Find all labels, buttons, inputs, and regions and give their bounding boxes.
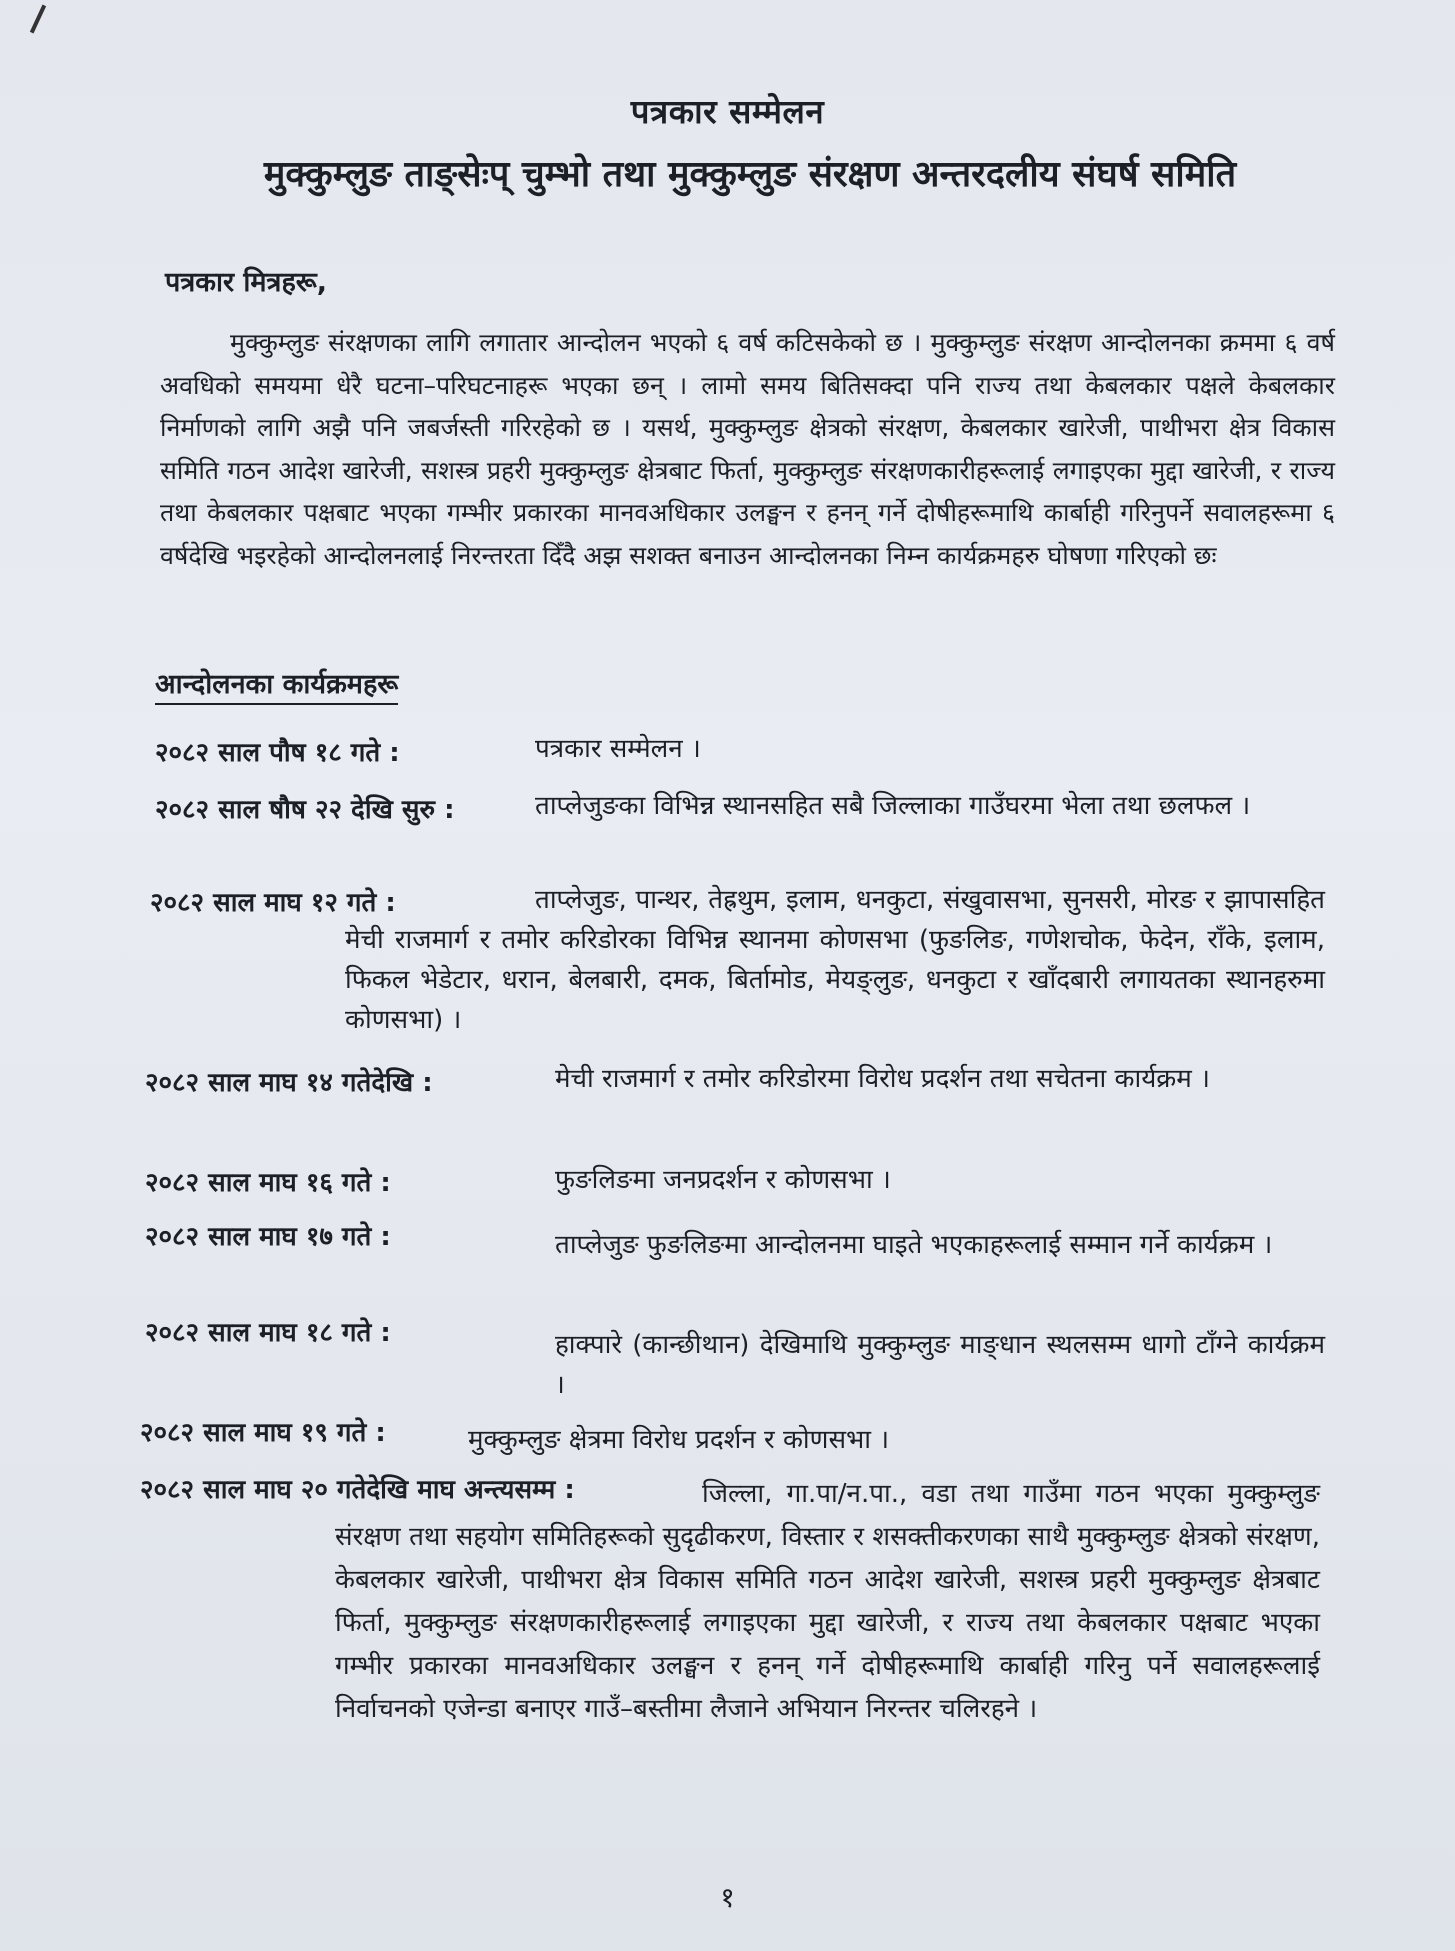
program-date: २०८२ साल माघ १२ गते :	[150, 888, 396, 918]
page-number: १	[720, 1881, 735, 1914]
program-desc: हाक्पारे (कान्छीथान) देखिमाथि मुक्कुम्लुङ माङ्धान स्थलसम्म धागो टाँग्ने कार्यक्रम ।	[555, 1330, 1325, 1400]
document-title: पत्रकार सम्मेलन	[630, 92, 825, 131]
program-date: २०८२ साल माघ २० गतेदेखि माघ अन्त्यसम्म :	[140, 1475, 575, 1505]
program-desc: ताप्लेजुङ, पान्थर, तेह्रथुम, इलाम, धनकुटा, संखुवासभा, सुनसरी, मोरङ र झापासहित मेची राजमार्ग र तमोर करिडोरका विभिन्न स्थानमा कोणसभा (फुङलिङ, गणेशचोक, फेदेन, राँके, इलाम, फिकल भेडेटार, धरान, बेलबारी, दमक, बिर्तामोड, मेयङ्लुङ, धनकुटा र खाँदबारी लगायतका स्थानहरुमा कोणसभा) ।	[345, 885, 1325, 1035]
intro-paragraph: मुक्कुम्लुङ संरक्षणका लागि लगातार आन्दोलन भएको ६ वर्ष कटिसकेको छ । मुक्कुम्लुङ संरक्षण आन्दोलनका क्रममा ६ वर्ष अवधिको समयमा धेरै घटना–परिघटनाहरू भएका छन् । लामो समय बितिसक्दा पनि राज्य तथा केबलकार पक्षले केबलकार निर्माणको लागि अझै पनि जबर्जस्ती गरिरहेको छ । यसर्थ, मुक्कुम्लुङ क्षेत्रको संरक्षण, केबलकार खारेजी, पाथीभरा क्षेत्र विकास समिति गठन आदेश खारेजी, सशस्त्र प्रहरी मुक्कुम्लुङ क्षेत्रबाट फिर्ता, मुक्कुम्लुङ संरक्षणकारीहरूलाई लगाइएका मुद्दा खारेजी, र राज्य तथा केबलकार पक्षबाट भएका गम्भीर प्रकारका मानवअधिकार उलङ्घन र हनन् गर्ने दोषीहरूमाथि कार्बाही गरिनुपर्ने सवालहरूमा ६ वर्षदेखि भइरहेको आन्दोलनलाई निरन्तरता दिँदै अझ सशक्त बनाउन आन्दोलनका निम्न कार्यक्रमहरु घोषणा गरिएको छः	[160, 328, 1335, 570]
salutation: पत्रकार मित्रहरू,	[165, 267, 328, 298]
organization-name: मुक्कुम्लुङ ताङ्सेःप् चुम्भो तथा मुक्कुम्लुङ संरक्षण अन्तरदलीय संघर्ष समिति	[263, 154, 1237, 195]
program-date: २०८२ साल माघ १४ गतेदेखि :	[145, 1068, 433, 1098]
program-date: २०८२ साल षौष २२ देखि सुरु :	[155, 795, 455, 825]
program-desc: ताप्लेजुङका विभिन्न स्थानसहित सबै जिल्लाका गाउँघरमा भेला तथा छलफल ।	[535, 791, 1251, 821]
program-date: २०८२ साल माघ १८ गते :	[145, 1318, 391, 1348]
program-desc: जिल्ला, गा.पा/न.पा., वडा तथा गाउँमा गठन भएका मुक्कुम्लुङ संरक्षण तथा सहयोग समितिहरूको सुदृढीकरण, विस्तार र शसक्तीकरणका साथै मुक्कुम्लुङ क्षेत्रको संरक्षण, केबलकार खारेजी, पाथीभरा क्षेत्र विकास समिति गठन आदेश खारेजी, सशस्त्र प्रहरी मुक्कुम्लुङ क्षेत्रबाट फिर्ता, मुक्कुम्लुङ संरक्षणकारीहरूलाई लगाइएका मुद्दा खारेजी, र राज्य तथा केबलकार पक्षबाट भएका गम्भीर प्रकारका मानवअधिकार उलङ्घन र हनन् गर्ने दोषीहरूमाथि कार्बाही गरिनु पर्ने सवालहरूलाई निर्वाचनको एजेन्डा बनाएर गाउँ–बस्तीमा लैजाने अभियान निरन्तर चलिरहने ।	[335, 1479, 1320, 1724]
program-date: २०८२ साल माघ १६ गते :	[145, 1168, 391, 1198]
programs-heading: आन्दोलनका कार्यक्रमहरू	[155, 664, 398, 705]
program-date: २०८२ साल माघ १७ गते :	[145, 1222, 391, 1252]
program-desc: मुक्कुम्लुङ क्षेत्रमा विरोध प्रदर्शन र कोणसभा ।	[468, 1425, 890, 1455]
program-desc: मेची राजमार्ग र तमोर करिडोरमा विरोध प्रदर्शन तथा सचेतना कार्यक्रम ।	[555, 1064, 1210, 1094]
pen-mark	[30, 5, 46, 34]
program-desc: ताप्लेजुङ फुङलिङमा आन्दोलनमा घाइते भएकाहरूलाई सम्मान गर्ने कार्यक्रम ।	[555, 1230, 1273, 1260]
program-date: २०८२ साल माघ १९ गते :	[140, 1418, 386, 1448]
program-desc: पत्रकार सम्मेलन ।	[535, 734, 701, 764]
program-date: २०८२ साल पौष १८ गते :	[155, 738, 400, 768]
program-desc: फुङलिङमा जनप्रदर्शन र कोणसभा ।	[555, 1165, 891, 1195]
